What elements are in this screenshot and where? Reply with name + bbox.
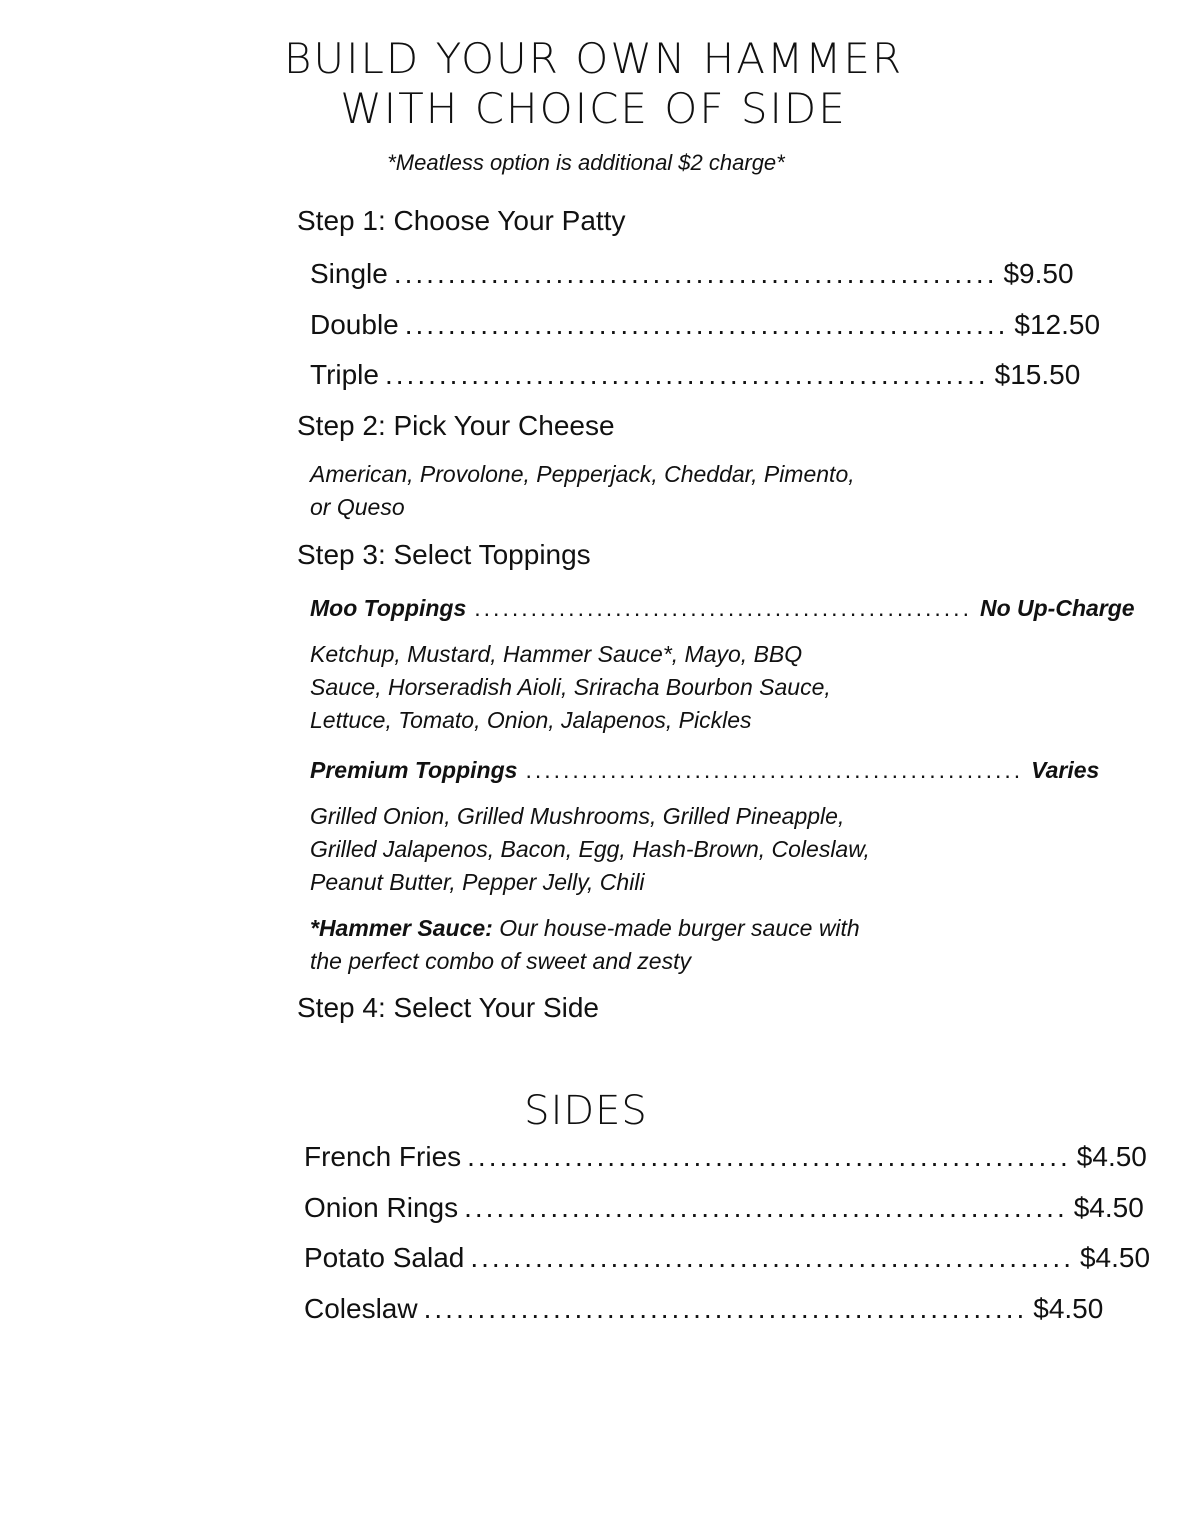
leader-dots: ........................................................ xyxy=(384,359,989,390)
item-price: $4.50 xyxy=(1076,1141,1147,1172)
side-row-french-fries xyxy=(304,1139,1147,1175)
item-name: Potato Salad xyxy=(304,1242,465,1273)
hammer-sauce-description: Our house-made burger sauce with the perfect combo of sweet and zesty xyxy=(310,915,860,974)
side-row-onion-rings xyxy=(304,1190,1144,1226)
moo-toppings-list: Ketchup, Mustard, Hammer Sauce*, Mayo, BBQ Sauce, Horseradish Aioli, Sriracha Bourbon Sauce, Lettuce, Tomato, Onion, Jalapenos, Pickles xyxy=(310,641,831,733)
leader-dots: ........................................................ xyxy=(423,1293,1028,1324)
step-2-heading: Step 2: Pick Your Cheese xyxy=(297,410,615,441)
moo-toppings-row xyxy=(310,593,1135,623)
title-line-2: WITH CHOICE OF SIDE xyxy=(340,84,847,133)
item-price: $12.50 xyxy=(1014,309,1101,340)
title-line-1: BUILD YOUR OWN HAMMER xyxy=(283,34,904,83)
moo-toppings-label: Moo Toppings xyxy=(310,595,467,621)
sides-heading: SIDES xyxy=(524,1088,648,1134)
step-1-heading: Step 1: Choose Your Patty xyxy=(297,205,626,236)
premium-toppings-row xyxy=(310,755,1100,785)
menu-title xyxy=(0,34,1187,134)
item-name: Onion Rings xyxy=(304,1192,459,1223)
premium-toppings-list: Grilled Onion, Grilled Mushrooms, Grilled Pineapple, Grilled Jalapenos, Bacon, Egg, Hash-Brown, Coleslaw, Peanut Butter, Pepper Jelly, Chili xyxy=(310,803,870,895)
moo-toppings-price: No Up-Charge xyxy=(979,595,1135,621)
premium-toppings-price: Varies xyxy=(1031,757,1100,783)
leader-dots: ........................................................ xyxy=(404,309,1009,340)
side-row-coleslaw xyxy=(304,1291,1104,1327)
step-4-heading: Step 4: Select Your Side xyxy=(297,992,599,1023)
leader-dots: ..................................................... xyxy=(474,595,972,621)
item-price: $4.50 xyxy=(1079,1242,1151,1273)
hammer-sauce-label: *Hammer Sauce: xyxy=(310,915,493,941)
hammer-sauce-note xyxy=(310,912,885,978)
side-row-potato-salad xyxy=(304,1240,1151,1276)
item-price: $9.50 xyxy=(1003,258,1074,289)
meatless-note: *Meatless option is additional $2 charge* xyxy=(387,150,785,175)
leader-dots: ........................................................ xyxy=(467,1141,1071,1172)
leader-dots: ........................................................ xyxy=(393,258,998,289)
leader-dots: ........................................................ xyxy=(464,1192,1068,1223)
item-name: Coleslaw xyxy=(304,1293,418,1324)
leader-dots: ..................................................... xyxy=(525,757,1024,783)
item-price: $4.50 xyxy=(1033,1293,1104,1324)
item-name: Double xyxy=(310,309,399,340)
item-name: Single xyxy=(310,258,388,289)
leader-dots: ........................................................ xyxy=(470,1242,1074,1273)
item-price: $15.50 xyxy=(994,359,1081,390)
cheese-options: American, Provolone, Pepperjack, Cheddar, Pimento, or Queso xyxy=(310,461,855,520)
item-name: Triple xyxy=(310,359,379,390)
item-price: $4.50 xyxy=(1073,1192,1144,1223)
patty-row-single xyxy=(310,256,1074,292)
premium-toppings-label: Premium Toppings xyxy=(310,757,518,783)
item-name: French Fries xyxy=(304,1141,462,1172)
step-3-heading: Step 3: Select Toppings xyxy=(297,539,591,570)
patty-row-double xyxy=(310,307,1101,343)
patty-row-triple xyxy=(310,357,1081,393)
